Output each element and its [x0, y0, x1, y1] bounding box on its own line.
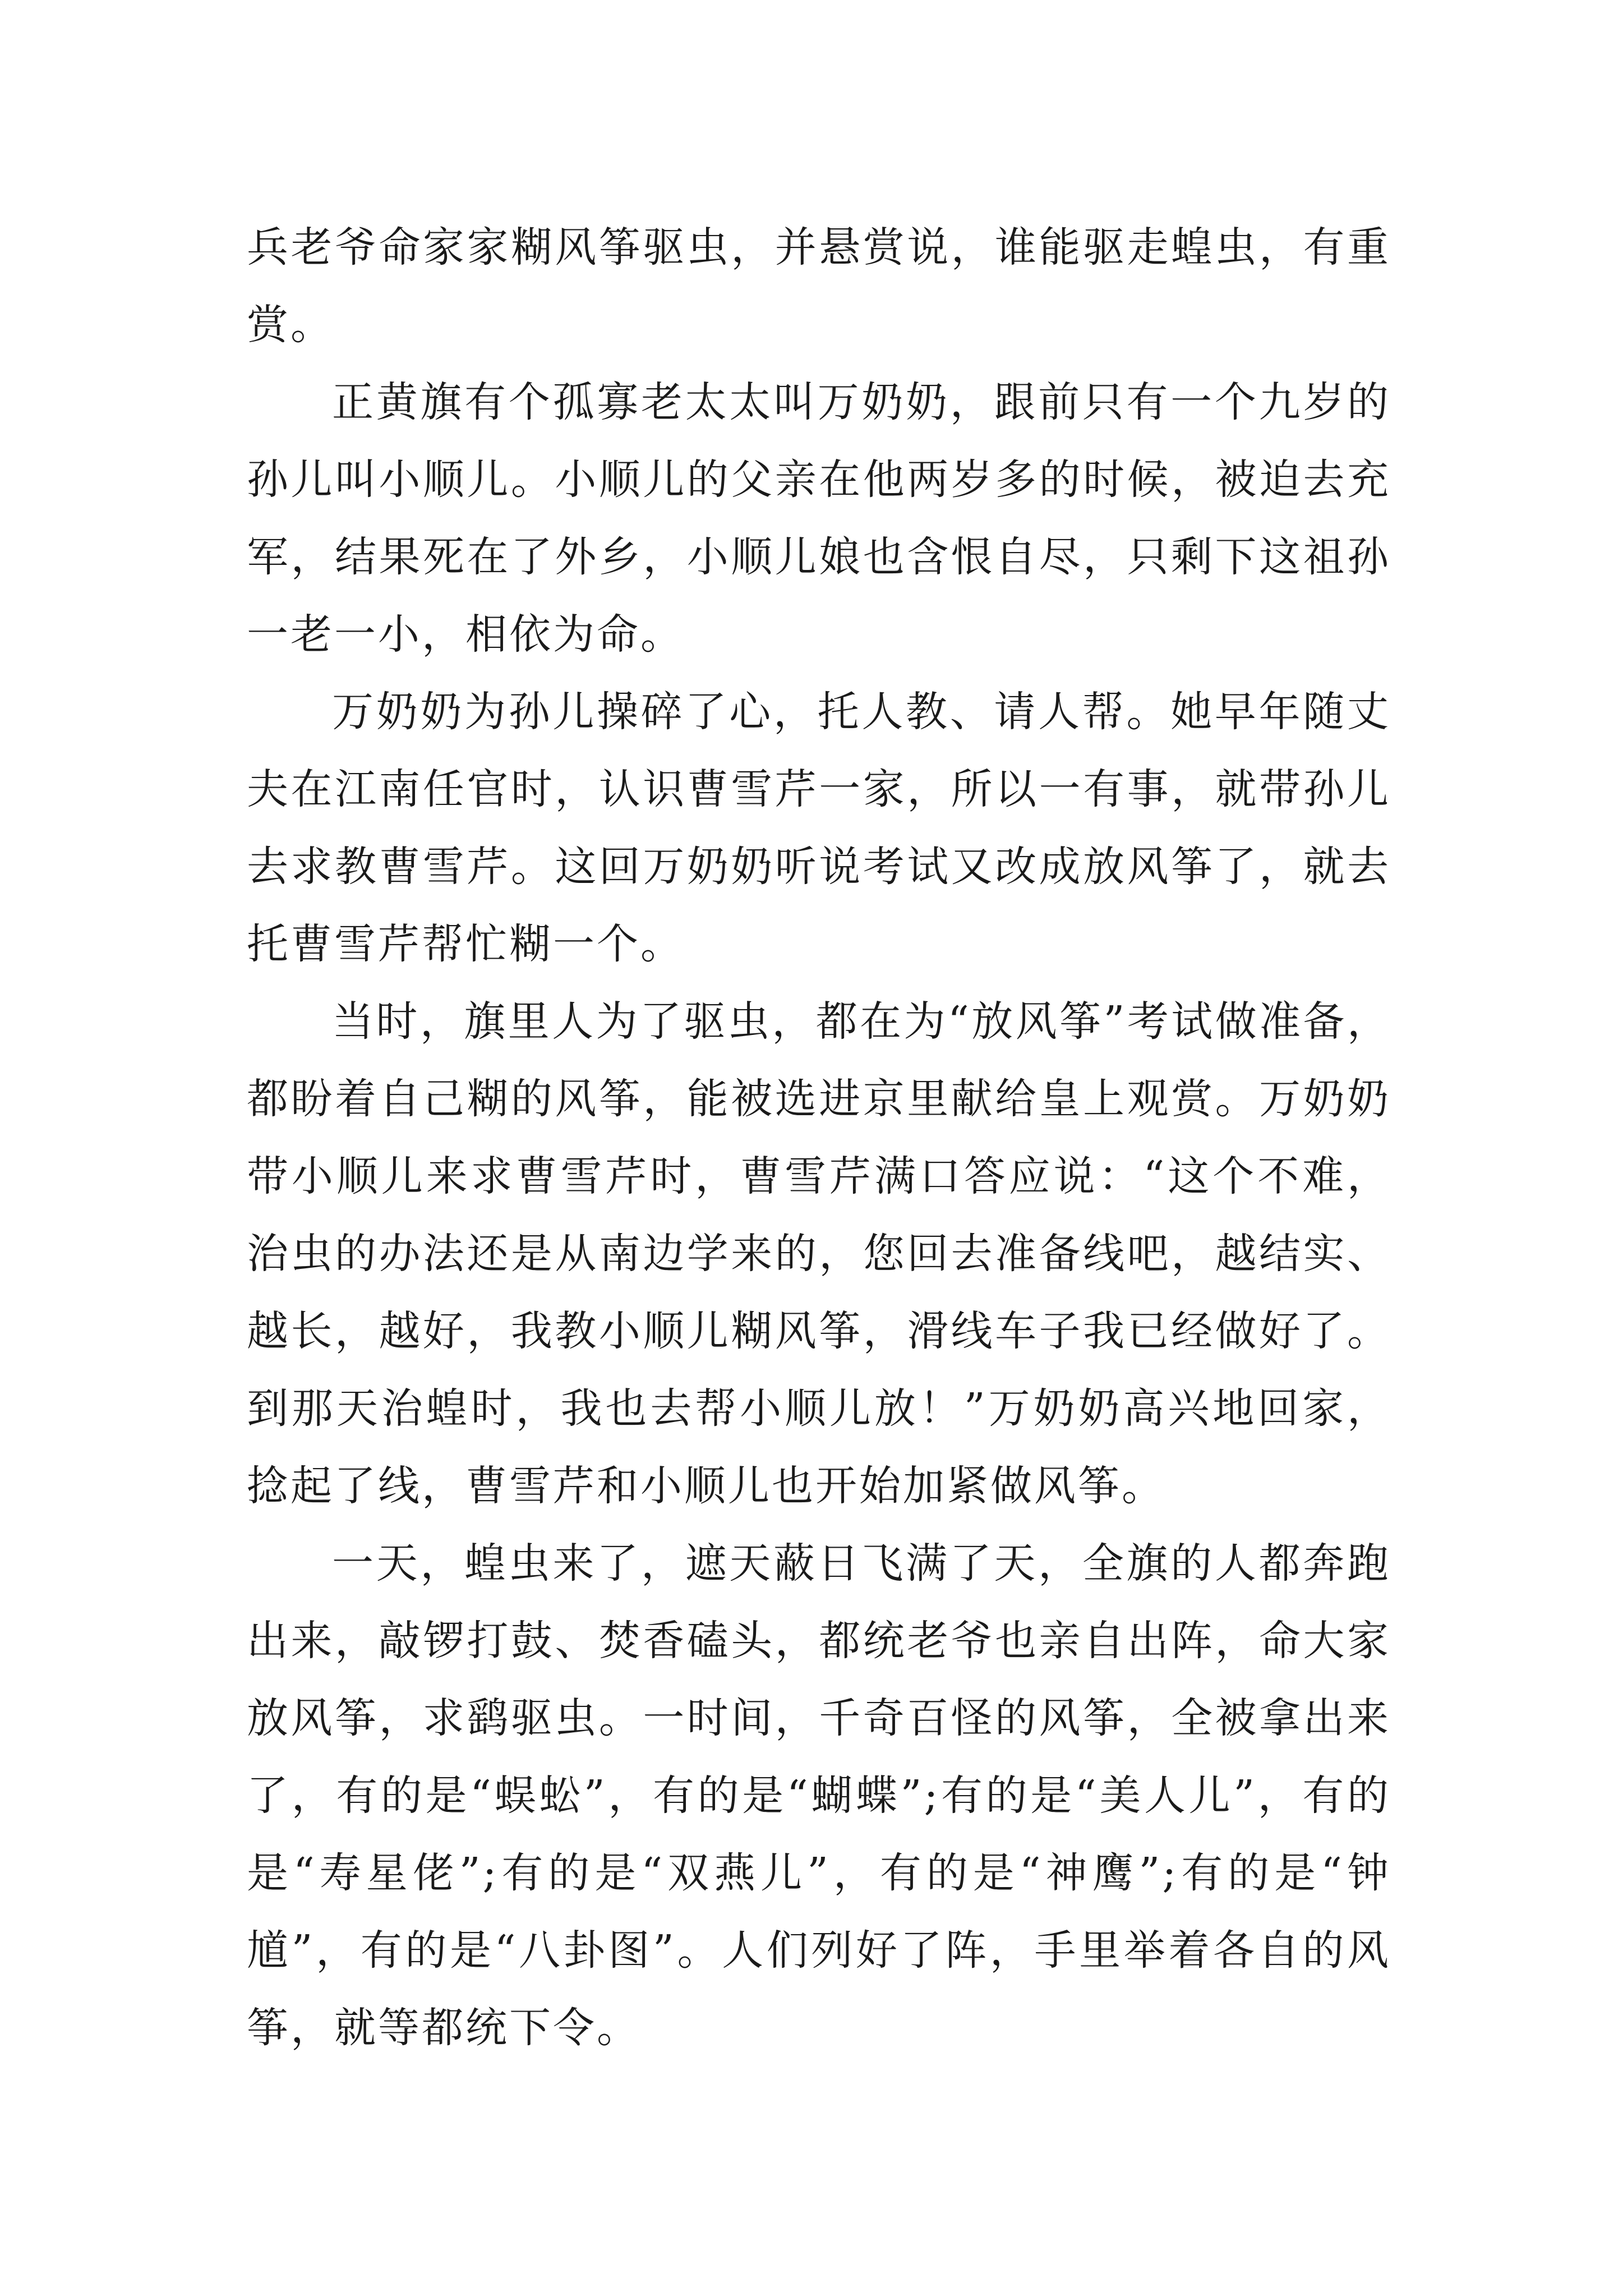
document-body [247, 209, 1391, 2067]
paragraph: 正黄旗有个孤寡老太太叫万奶奶，跟前只有一个九岁的孙儿叫小顺儿。小顺儿的父亲在他两岁多的时候，被迫去充军，结果死在了外乡，小顺儿娘也含恨自尽，只剩下这祖孙一老一小，相依为命。 [247, 378, 1391, 659]
paragraph: 当时，旗里人为了驱虫，都在为“放风筝”考试做准备，都盼着自己糊的风筝，能被选进京里献给皇上观赏。万奶奶带小顺儿来求曹雪芹时，曹雪芹满口答应说：“这个不难，治虫的办法还是从南边学来的，您回去准备线吧，越结实、越长，越好，我教小顺儿糊风筝，滑线车子我已经做好了。到那天治蝗时，我也去帮小顺儿放！”万奶奶高兴地回家，捻起了线，曹雪芹和小顺儿也开始加紧做风筝。 [247, 997, 1391, 1510]
paragraph: 兵老爷命家家糊风筝驱虫，并悬赏说，谁能驱走蝗虫，有重赏。 [247, 223, 1391, 349]
paragraph: 一天，蝗虫来了，遮天蔽日飞满了天，全旗的人都奔跑出来，敲锣打鼓、焚香磕头，都统老爷也亲自出阵，命大家放风筝，求鹞驱虫。一时间，千奇百怪的风筝，全被拿出来了，有的是“蜈蚣”，有的是“蝴蝶”;有的是“美人儿”，有的是“寿星佬”;有的是“双燕儿”，有的是“神鹰”;有的是“钟馗”，有的是“八卦图”。人们列好了阵，手里举着各自的风筝，就等都统下令。 [247, 1539, 1391, 2052]
paragraph: 万奶奶为孙儿操碎了心，托人教、请人帮。她早年随丈夫在江南任官时，认识曹雪芹一家，所以一有事，就带孙儿去求教曹雪芹。这回万奶奶听说考试又改成放风筝了，就去托曹雪芹帮忙糊一个。 [247, 688, 1391, 968]
